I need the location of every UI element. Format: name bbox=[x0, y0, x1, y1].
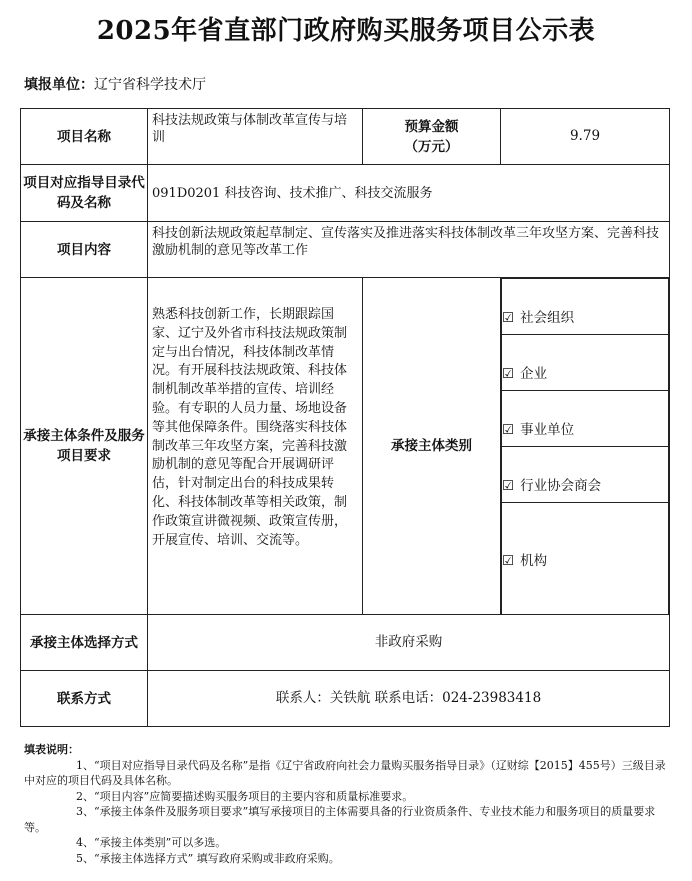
reporting-unit bbox=[24, 74, 206, 94]
category-item[interactable] bbox=[502, 447, 669, 503]
code-label: 项目对应指导目录代码及名称 bbox=[21, 165, 148, 222]
note-item: 3、“承接主体条件及服务项目要求”填写承接项目的主体需要具备的行业资质条件、专业技术能力和服务项目的质量要求等。 bbox=[24, 805, 656, 834]
selection-label: 承接主体选择方式 bbox=[21, 615, 148, 671]
row-content bbox=[21, 222, 670, 278]
budget-value: 9.79 bbox=[501, 109, 670, 165]
checkbox-checked-icon[interactable]: ☑ bbox=[502, 477, 515, 494]
row-project-name bbox=[21, 109, 670, 165]
page-title: 2025年省直部门政府购买服务项目公示表 bbox=[96, 16, 596, 46]
checkbox-checked-icon[interactable]: ☑ bbox=[502, 421, 515, 438]
note-item: 1、“项目对应指导目录代码及名称”是指《辽宁省政府向社会力量购买服务指导目录》（辽财综【2015】455号）三级目录中对应的项目代码及具体名称。 bbox=[24, 758, 666, 787]
conditions-cell bbox=[148, 278, 363, 615]
budget-label-line2: （万元） bbox=[404, 138, 459, 155]
project-table bbox=[20, 108, 670, 727]
checkbox-checked-icon[interactable]: ☑ bbox=[502, 309, 515, 326]
checkbox-checked-icon[interactable]: ☑ bbox=[502, 365, 515, 382]
category-label-text: 机构 bbox=[520, 552, 548, 569]
notes-heading: 填表说明： bbox=[24, 743, 79, 756]
row-selection bbox=[21, 615, 670, 671]
category-label-text: 社会组织 bbox=[520, 309, 575, 326]
contact-label: 联系方式 bbox=[21, 671, 148, 727]
row-contact bbox=[21, 671, 670, 727]
conditions-label: 承接主体条件及服务项目要求 bbox=[21, 278, 148, 615]
row-code bbox=[21, 165, 670, 222]
category-label-text: 行业协会商会 bbox=[520, 477, 602, 494]
form-notes bbox=[24, 742, 668, 866]
category-item[interactable] bbox=[502, 335, 669, 391]
category-label-text: 企业 bbox=[520, 365, 548, 382]
project-name-label: 项目名称 bbox=[21, 109, 148, 165]
category-list bbox=[501, 278, 669, 614]
code-value: 091D0201 科技咨询、技术推广、科技交流服务 bbox=[148, 165, 670, 222]
category-label-text: 事业单位 bbox=[520, 421, 575, 438]
note-item: 5、“承接主体选择方式” 填写政府采购或非政府采购。 bbox=[76, 851, 340, 865]
category-cell bbox=[501, 278, 670, 615]
conditions-value: 熟悉科技创新工作，长期跟踪国家、辽宁及外省市科技法规政策制定与出台情况，科技体制改革情况。有开展科技法规政策、科技体制机制改革举措的宣传、培训经验。有专职的人员力量、场地设备等其他保障条件。围绕落实科技体制改革三年攻坚方案，完善科技激励机制的意见等配合开展调研评估，针对制定出台的科技成果转化、科技体制改革等相关政策，制作政策宣讲微视频、政策宣传册，开展宣传、培训、交流等。 bbox=[152, 307, 348, 548]
budget-label-line1: 预算金额 bbox=[404, 118, 459, 135]
category-item[interactable] bbox=[502, 503, 669, 615]
checkbox-checked-icon[interactable]: ☑ bbox=[502, 552, 515, 569]
content-value: 科技创新法规政策起草制定、宣传落实及推进落实科技体制改革三年攻坚方案、完善科技激励机制的意见等改革工作 bbox=[148, 222, 670, 278]
contact-value: 联系人：关铁航 联系电话：024-23983418 bbox=[148, 671, 670, 727]
category-item[interactable] bbox=[502, 279, 669, 335]
content-label: 项目内容 bbox=[21, 222, 148, 278]
row-conditions bbox=[21, 278, 670, 615]
category-item[interactable] bbox=[502, 391, 669, 447]
note-item: 2、“项目内容”应简要描述购买服务项目的主要内容和质量标准要求。 bbox=[76, 789, 414, 803]
reporting-unit-label: 填报单位： bbox=[24, 77, 94, 93]
reporting-unit-value: 辽宁省科学技术厅 bbox=[94, 77, 206, 93]
note-item: 4、“承接主体类别”可以多选。 bbox=[76, 836, 227, 849]
selection-value: 非政府采购 bbox=[148, 615, 670, 671]
project-name-value: 科技法规政策与体制改革宣传与培训 bbox=[148, 109, 363, 165]
category-label: 承接主体类别 bbox=[363, 278, 501, 615]
budget-label bbox=[363, 109, 501, 165]
